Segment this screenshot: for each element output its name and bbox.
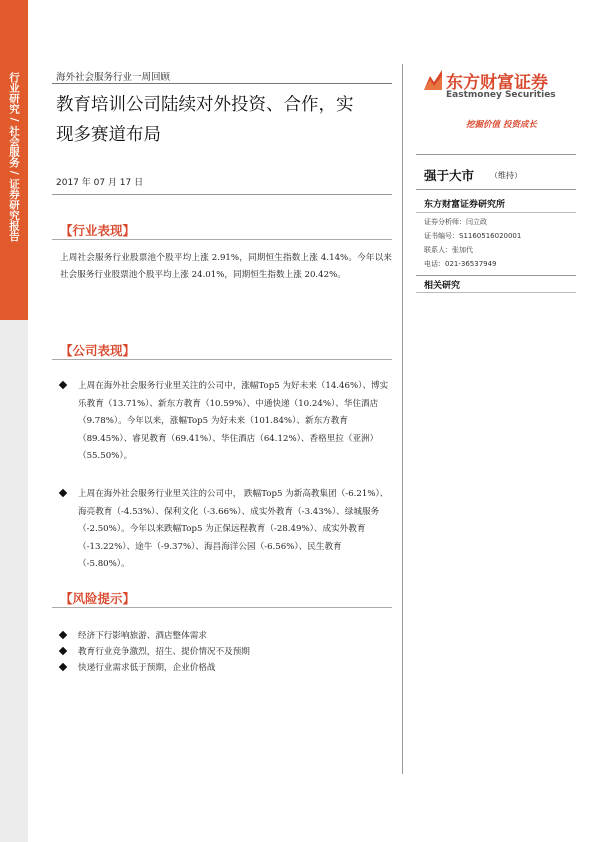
divider	[52, 194, 392, 195]
risk-bullet-3: 快递行业需求低于预期，企业价格战	[78, 663, 216, 673]
divider	[416, 292, 576, 293]
divider	[416, 189, 576, 190]
section-heading-company: 【公司表现】	[60, 343, 136, 358]
brand-slogan: 挖掘价值 投资成长	[466, 120, 537, 130]
brand-logo	[422, 66, 572, 110]
diamond-bullet-icon	[59, 663, 67, 671]
company-bullet-2: 上周在海外社会服务行业里关注的公司中， 跌幅Top5 为新高教集团（-6.21%）、海亮教育（-4.53%）、保利文化（-3.66%）、成实外教育（-3.43%）、绿城服务（-2.50%）。今年以来跌幅Top5 为正保远程教育（-28.49%）、成实外教育（-13.22%）、途牛（-9.37%）、海昌海洋公园（-6.56%）、民生教育（-5.80%）。	[78, 489, 389, 569]
list-item	[60, 661, 392, 675]
industry-paragraph: 上周社会服务行业股票池个股平均上涨 2.91%，同期恒生指数上涨 4.14%。今年以来社会服务行业股票池个股平均上涨 24.01%，同期恒生指数上涨 20.42%。	[60, 253, 392, 280]
diamond-bullet-icon	[59, 489, 67, 497]
cert-number: 证书编号：S1160516020001	[424, 232, 522, 240]
list-item	[60, 629, 392, 643]
sidebar-label: 行业研究 / 社会服务 / 证券研究报告	[8, 72, 20, 242]
title-line-1: 教育培训公司陆续对外投资、合作，实	[56, 95, 354, 115]
logo-mark-icon	[422, 68, 444, 92]
risk-bullet-1: 经济下行影响旅游、酒店整体需求	[78, 631, 207, 641]
column-divider	[402, 64, 403, 774]
section-heading-industry: 【行业表现】	[60, 223, 136, 238]
rating-label: 强于大市	[424, 168, 475, 183]
brand-name-cn: 东方财富证券	[446, 73, 548, 93]
brand-name-en: Eastmoney Securities	[446, 90, 556, 100]
phone: 电话：021-36537949	[424, 260, 497, 268]
divider	[52, 239, 392, 240]
risk-bullet-2: 教育行业竞争激烈，招生、提价情况不及预期	[78, 647, 250, 657]
analyst: 证券分析师：闫立政	[424, 218, 487, 226]
contact-person: 联系人：张加代	[424, 246, 473, 254]
report-type: 海外社会服务行业一周回顾	[56, 72, 171, 83]
divider	[416, 154, 576, 155]
title-line-2: 现多赛道布局	[56, 125, 161, 145]
institute-name: 东方财富证券研究所	[424, 200, 506, 210]
divider	[52, 607, 392, 608]
report-date: 2017 年 07 月 17 日	[56, 178, 144, 188]
diamond-bullet-icon	[59, 631, 67, 639]
divider	[416, 212, 576, 213]
divider	[416, 275, 576, 276]
list-item	[60, 645, 392, 659]
sidebar	[0, 0, 28, 842]
divider	[52, 83, 392, 84]
page-title	[56, 90, 396, 150]
section-heading-risk: 【风险提示】	[60, 591, 136, 606]
diamond-bullet-icon	[59, 381, 67, 389]
diamond-bullet-icon	[59, 647, 67, 655]
divider	[52, 359, 392, 360]
company-bullet-1: 上周在海外社会服务行业里关注的公司中，涨幅Top5 为好未来（14.46%）、博实乐教育（13.71%）、新东方教育（10.59%）、中通快递（10.24%）、华住酒店（9.78%）。今年以来，涨幅Top5 为好未来（101.84%）、新东方教育（89.45%）、睿见教育（69.41%）、华住酒店（64.12%）、香格里拉（亚洲）（55.50%）。	[78, 381, 389, 461]
sidebar-lower	[0, 320, 28, 842]
related-research: 相关研究	[424, 281, 461, 291]
rating-sub: （维持）	[490, 171, 522, 180]
